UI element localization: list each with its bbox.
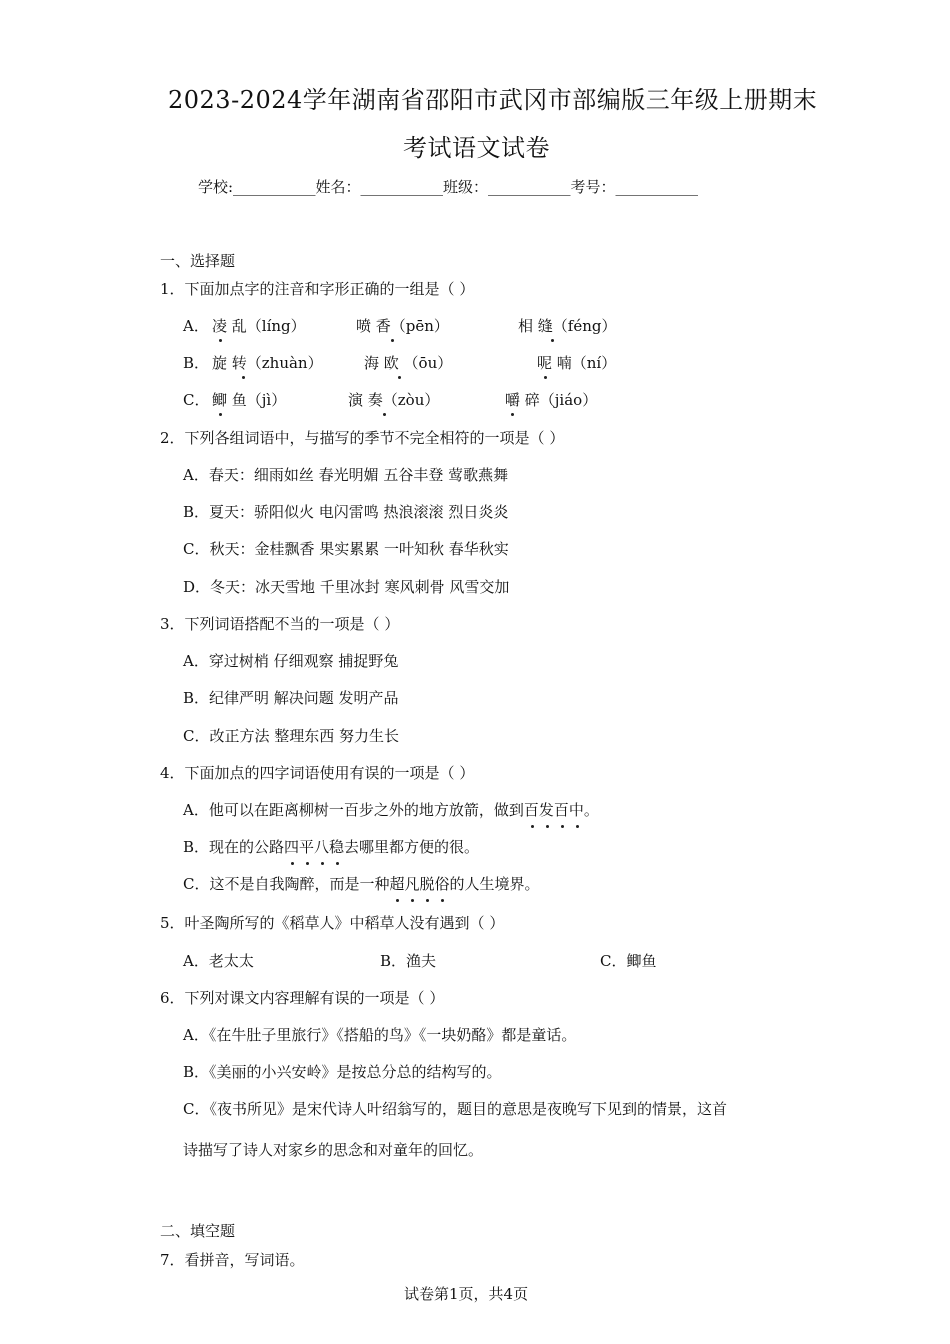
q5-option-a: A．老太太 — [183, 952, 254, 970]
q6-option-b: B．《美丽的小兴安岭》是按总分总的结构写的。 — [183, 1063, 502, 1081]
dotted-idiom-text: 百发百中 — [523, 801, 584, 819]
q4-option-a-dotted-idiom — [524, 799, 584, 820]
section-1-title: 一、选择题 — [160, 252, 236, 270]
question-2-stem: 2．下列各组词语中，与描写的季节不完全相符的一项是（ ） — [160, 429, 565, 447]
q4-option-b-text-before: B．现在的公路 — [183, 838, 285, 856]
q4-option-c-text-after: 的人生境界。 — [449, 875, 540, 893]
question-1-stem: 1．下面加点字的注音和字形正确的一组是（ ） — [160, 280, 475, 298]
q4-option-a-text-before: A．他可以在距离柳树一百步之外的地方放箭，做到 — [183, 801, 524, 819]
emphasis-dot — [544, 376, 547, 379]
q3-option-c: C．改正方法 整理东西 努力生长 — [183, 727, 400, 745]
dotted-idiom-text: 四平八稳 — [284, 838, 345, 856]
title-line-2: 考试语文试卷 — [403, 134, 550, 162]
q5-option-c: C．鲫鱼 — [600, 952, 657, 970]
question-5-stem: 5．叶圣陶所写的《稻草人》中稻草人没有遇到（ ） — [160, 914, 505, 932]
emphasis-dot — [219, 339, 222, 342]
q4-option-a-text-after: 。 — [583, 801, 599, 819]
dotted-idiom-text: 超凡脱俗 — [389, 875, 450, 893]
q2-option-b: B．夏天：骄阳似火 电闪雷鸣 热浪滚滚 烈日炎炎 — [183, 503, 509, 521]
q6-option-c-line-1: C．《夜书所见》是宋代诗人叶绍翁写的，题目的意思是夜晚写下见到的情景，这首 — [183, 1100, 727, 1118]
q1-option-a-item-3: 相 缝（féng） — [518, 317, 617, 335]
q1-option-c-label: C． — [183, 391, 210, 409]
q6-option-c-line-2: 诗描写了诗人对家乡的思念和对童年的回忆。 — [183, 1141, 484, 1159]
emphasis-dot — [242, 376, 245, 379]
q1-option-b-item-1: 旋 转（zhuàn） — [212, 354, 323, 372]
q4-option-b-dotted-idiom — [284, 836, 344, 857]
q1-option-b-item-3: 呢 喃（ní） — [537, 354, 617, 372]
title-line-1: 2023-2024学年湖南省邵阳市武冈市部编版三年级上册期末 — [168, 86, 818, 114]
q1-option-b-label: B． — [183, 354, 210, 372]
page-footer: 试卷第1页，共4页 — [404, 1285, 529, 1303]
q4-option-a — [183, 799, 599, 820]
q1-option-c-item-1: 鲫 鱼（jì） — [212, 391, 287, 409]
q1-option-a-item-1: 凌 乱（líng） — [212, 317, 306, 335]
emphasis-dot — [511, 413, 514, 416]
q1-option-c-item-3: 嚼 碎（jiáo） — [505, 391, 598, 409]
q1-option-a-item-2: 喷 香（pēn） — [356, 317, 449, 335]
q1-option-b-item-2: 海 欧 （ōu） — [364, 354, 453, 372]
student-info-line: 学校:___________姓名：___________班级：___________考号：___________ — [198, 178, 699, 196]
q4-option-c-text-before: C．这不是自我陶醉，而是一种 — [183, 875, 390, 893]
q4-option-b-text-after: 去哪里都方便的很。 — [344, 838, 480, 856]
q2-option-d: D．冬天：冰天雪地 千里冰封 寒风刺骨 风雪交加 — [183, 578, 510, 596]
q3-option-a: A．穿过树梢 仔细观察 捕捉野兔 — [183, 652, 399, 670]
q2-option-c: C．秋天：金桂飘香 果实累累 一叶知秋 春华秋实 — [183, 540, 509, 558]
q2-option-a: A．春天：细雨如丝 春光明媚 五谷丰登 莺歌燕舞 — [183, 466, 509, 484]
emphasis-dot — [398, 376, 401, 379]
question-3-stem: 3．下列词语搭配不当的一项是（ ） — [160, 615, 400, 633]
q5-option-b: B．渔夫 — [380, 952, 437, 970]
q4-option-c — [183, 873, 540, 894]
question-7-stem: 7．看拼音，写词语。 — [160, 1251, 305, 1269]
question-4-stem: 4．下面加点的四字词语使用有误的一项是（ ） — [160, 764, 475, 782]
q4-option-c-dotted-idiom — [389, 873, 449, 894]
emphasis-dot — [219, 413, 222, 416]
section-2-title: 二、填空题 — [160, 1222, 236, 1240]
q1-option-c-item-2: 演 奏（zòu） — [348, 391, 440, 409]
emphasis-dot — [551, 339, 554, 342]
emphasis-dot — [383, 413, 386, 416]
q1-option-a-label: A． — [183, 317, 209, 335]
question-6-stem: 6．下列对课文内容理解有误的一项是（ ） — [160, 989, 445, 1007]
q4-option-b — [183, 836, 479, 857]
q6-option-a: A．《在牛肚子里旅行》《搭船的鸟》《一块奶酪》都是童话。 — [183, 1026, 577, 1044]
emphasis-dot — [391, 339, 394, 342]
q3-option-b: B．纪律严明 解决问题 发明产品 — [183, 689, 399, 707]
